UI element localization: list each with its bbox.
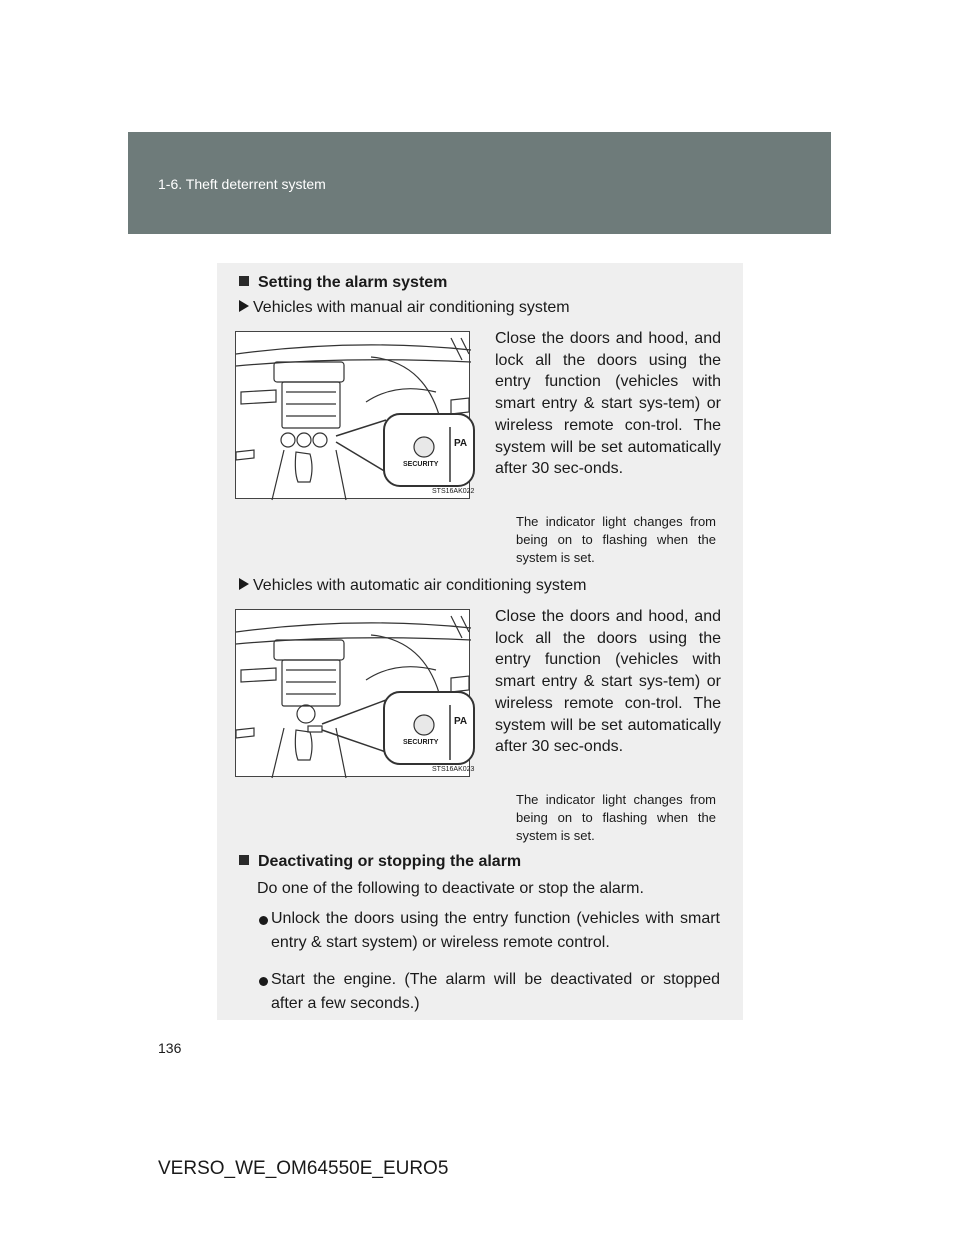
section-title: 1-6. Theft deterrent system bbox=[158, 176, 326, 192]
page-number: 136 bbox=[158, 1040, 182, 1056]
side-button-label: PA bbox=[454, 438, 468, 449]
bullet-dot-icon bbox=[259, 977, 268, 986]
setting-heading: Setting the alarm system bbox=[239, 274, 447, 292]
manual-ac-label: Vehicles with manual air conditioning system bbox=[239, 299, 570, 317]
triangle-pointer-icon bbox=[239, 578, 249, 590]
dashboard-illustration-manual bbox=[235, 331, 475, 499]
automatic-indicator-note: The indicator light changes from being on to flashing when the system is set. bbox=[516, 792, 716, 843]
section-header bbox=[128, 132, 831, 234]
bullet-unlock-doors: Unlock the doors using the entry function (vehicles with smart entry & start system) or wireless remote control. bbox=[271, 910, 720, 951]
deactivating-heading: Deactivating or stopping the alarm bbox=[239, 853, 521, 871]
manual-instruction-text: Close the doors and hood, and lock all the doors using the entry function (vehicles with smart entry & start sys-tem) or wireless remote con-trol. The system will be set automatically after 30 sec-onds. bbox=[495, 330, 721, 478]
square-bullet-icon bbox=[239, 276, 249, 286]
figure-code: STS16AK023 bbox=[432, 766, 475, 773]
triangle-pointer-icon bbox=[239, 300, 249, 312]
figure-code: STS16AK022 bbox=[432, 488, 475, 495]
bullet-dot-icon bbox=[259, 916, 268, 925]
square-bullet-icon bbox=[239, 855, 249, 865]
bullet-start-engine: Start the engine. (The alarm will be deactivated or stopped after a few seconds.) bbox=[271, 971, 720, 1012]
dashboard-illustration-automatic bbox=[235, 609, 475, 777]
document-footer: VERSO_WE_OM64550E_EURO5 bbox=[158, 1158, 449, 1179]
content-panel bbox=[217, 263, 743, 1020]
security-button-label: SECURITY bbox=[403, 739, 439, 746]
deactivating-intro: Do one of the following to deactivate or stop the alarm. bbox=[257, 880, 644, 897]
automatic-ac-label: Vehicles with automatic air conditioning system bbox=[239, 577, 587, 595]
security-button-label: SECURITY bbox=[403, 461, 439, 468]
side-button-label: PA bbox=[454, 716, 468, 727]
automatic-instruction-text: Close the doors and hood, and lock all the doors using the entry function (vehicles with smart entry & start sys-tem) or wireless remote con-trol. The system will be set automatically after 30 sec-onds. bbox=[495, 608, 721, 756]
manual-indicator-note: The indicator light changes from being on to flashing when the system is set. bbox=[516, 514, 716, 565]
